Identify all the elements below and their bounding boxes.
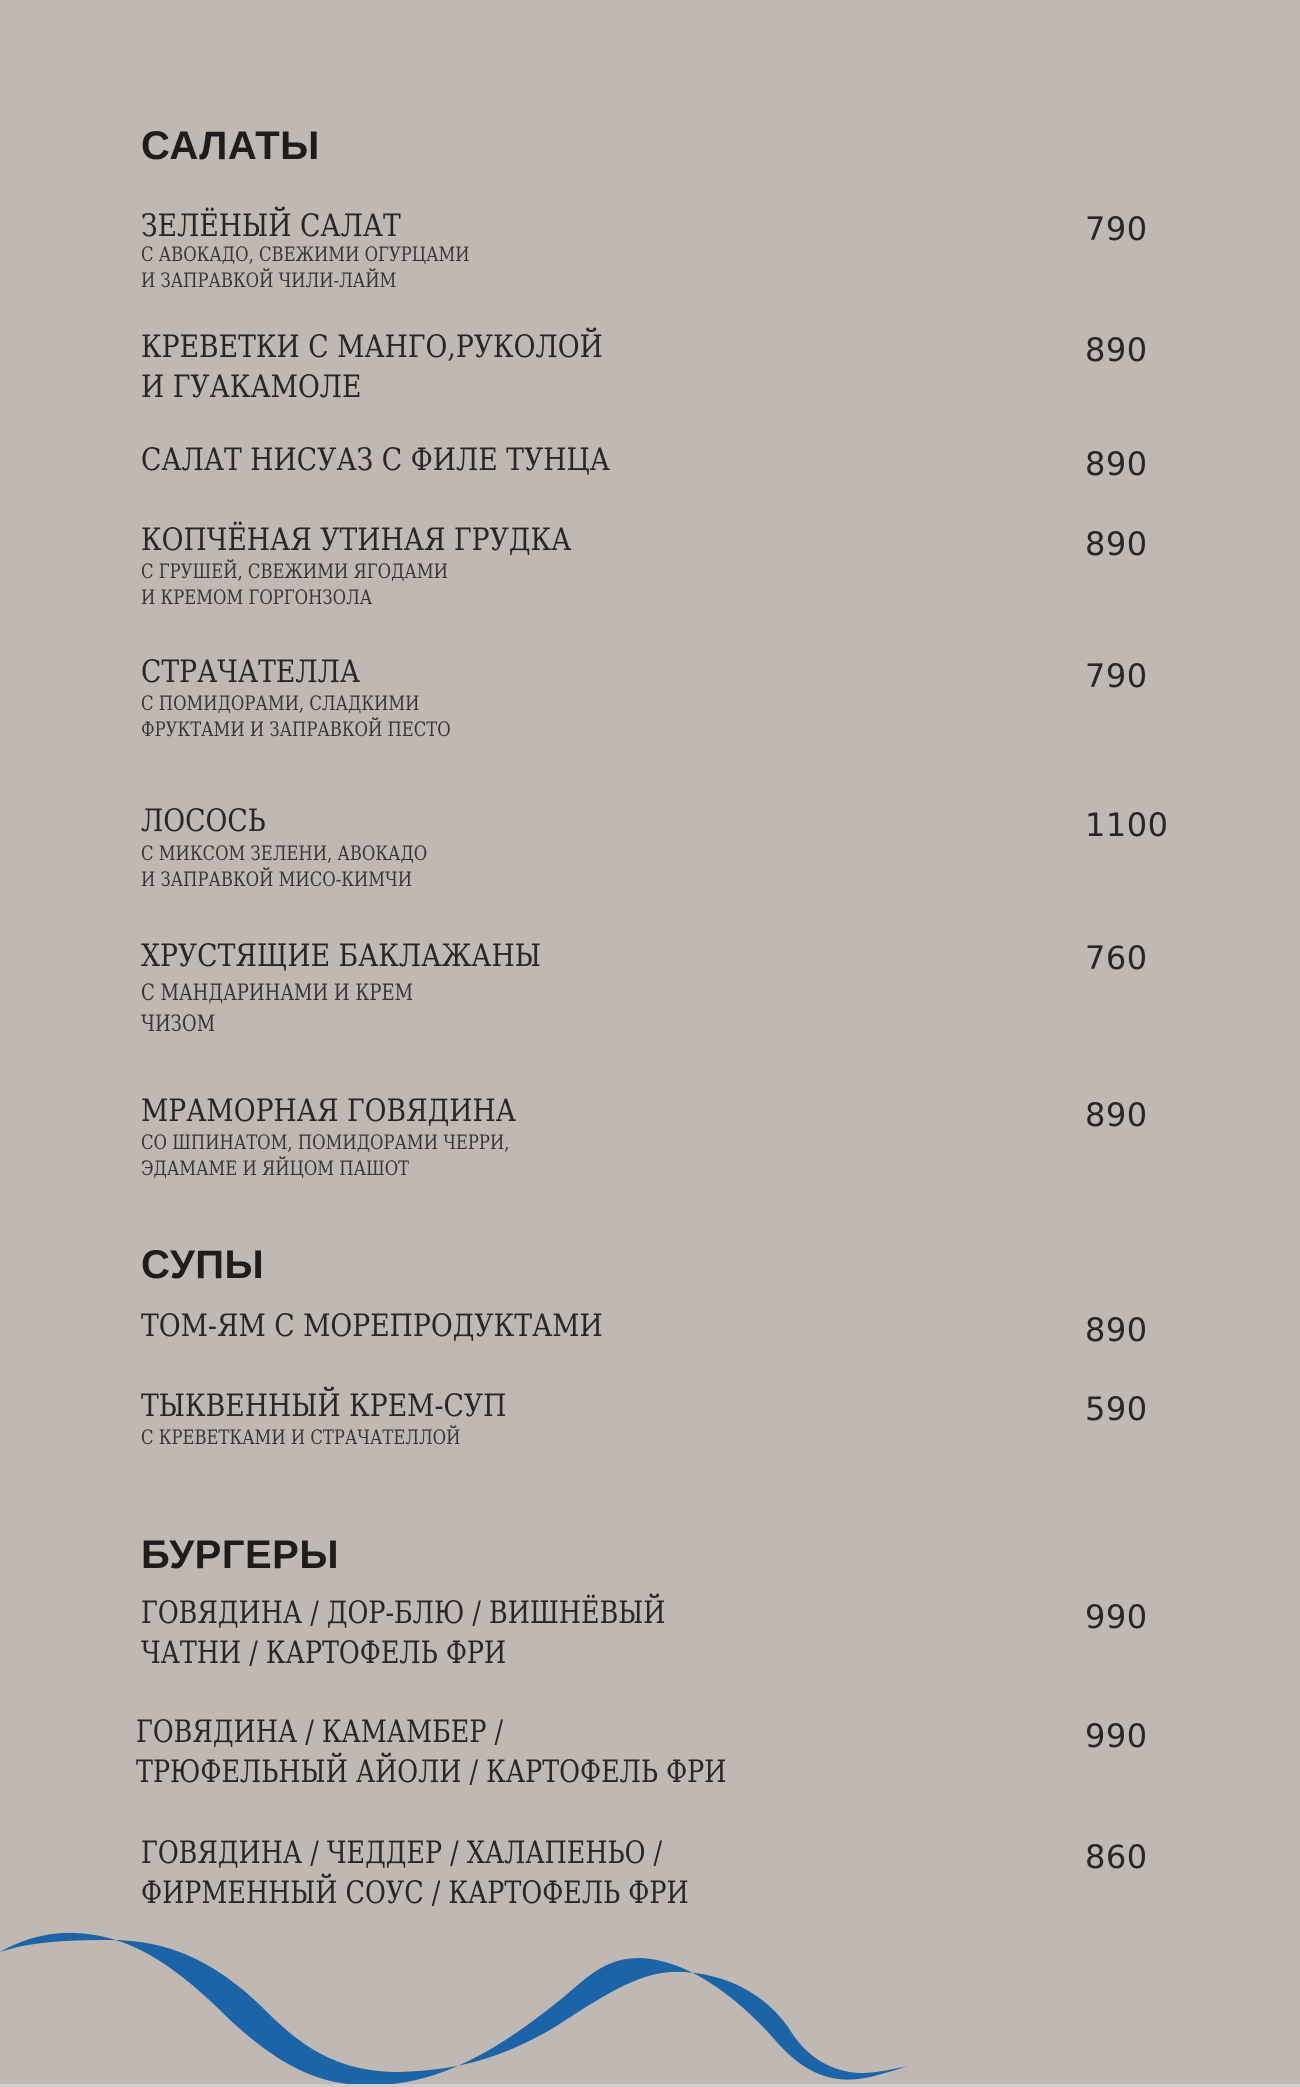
wave-decoration-icon	[0, 1900, 1300, 2087]
item-price: 890	[1085, 1096, 1148, 1134]
item-price: 760	[1085, 939, 1148, 977]
item-price: 890	[1085, 525, 1148, 563]
item-description: И ЗАПРАВКОЙ ЧИЛИ-ЛАЙМ	[141, 268, 397, 292]
item-title: СТРАЧАТЕЛЛА	[141, 654, 361, 690]
item-title: САЛАТ НИСУАЗ С ФИЛЕ ТУНЦА	[141, 442, 610, 478]
section-heading-soups: СУПЫ	[141, 1243, 265, 1287]
item-title: ГОВЯДИНА / ДОР-БЛЮ / ВИШНЁВЫЙ	[141, 1595, 666, 1631]
item-description: И ЗАПРАВКОЙ МИСО-КИМЧИ	[141, 867, 413, 891]
item-description: С ПОМИДОРАМИ, СЛАДКИМИ	[141, 691, 420, 715]
item-price: 990	[1085, 1717, 1148, 1755]
item-price: 790	[1085, 657, 1148, 695]
item-price: 860	[1085, 1838, 1148, 1876]
item-description: И КРЕМОМ ГОРГОНЗОЛА	[141, 585, 373, 609]
item-price: 890	[1085, 1311, 1148, 1349]
item-title: ХРУСТЯЩИЕ БАКЛАЖАНЫ	[141, 938, 541, 974]
item-price: 890	[1085, 445, 1148, 483]
item-description: С АВОКАДО, СВЕЖИМИ ОГУРЦАМИ	[141, 242, 470, 266]
item-title: МРАМОРНАЯ ГОВЯДИНА	[141, 1093, 516, 1129]
item-title: ТРЮФЕЛЬНЫЙ АЙОЛИ / КАРТОФЕЛЬ ФРИ	[136, 1754, 727, 1790]
item-title: ГОВЯДИНА / ЧЕДДЕР / ХАЛАПЕНЬО /	[141, 1835, 663, 1871]
item-title: ТОМ-ЯМ С МОРЕПРОДУКТАМИ	[141, 1308, 603, 1344]
item-title: ТЫКВЕННЫЙ КРЕМ-СУП	[141, 1388, 507, 1424]
item-description: ФРУКТАМИ И ЗАПРАВКОЙ ПЕСТО	[141, 717, 451, 741]
item-title: ГОВЯДИНА / КАМАМБЕР /	[136, 1714, 504, 1750]
item-price: 1100	[1085, 806, 1169, 844]
item-price: 990	[1085, 1598, 1148, 1636]
item-description: СО ШПИНАТОМ, ПОМИДОРАМИ ЧЕРРИ,	[141, 1130, 510, 1154]
section-heading-salads: САЛАТЫ	[141, 124, 320, 168]
item-description: ЭДАМАМЕ И ЯЙЦОМ ПАШОТ	[141, 1156, 410, 1180]
item-description: С МИКСОМ ЗЕЛЕНИ, АВОКАДО	[141, 841, 428, 865]
item-title: КОПЧЁНАЯ УТИНАЯ ГРУДКА	[141, 522, 572, 558]
item-description: С ГРУШЕЙ, СВЕЖИМИ ЯГОДАМИ	[141, 559, 448, 583]
item-title: И ГУАКАМОЛЕ	[141, 369, 362, 405]
item-price: 790	[1085, 210, 1148, 248]
item-description: С КРЕВЕТКАМИ И СТРАЧАТЕЛЛОЙ	[141, 1425, 461, 1449]
item-description: ЧИЗОМ	[141, 1012, 216, 1037]
item-title: ФИРМЕННЫЙ СОУС / КАРТОФЕЛЬ ФРИ	[141, 1875, 689, 1911]
item-title: ЛОСОСЬ	[141, 803, 266, 839]
item-description: С МАНДАРИНАМИ И КРЕМ	[141, 981, 414, 1006]
section-heading-burgers: БУРГЕРЫ	[141, 1533, 340, 1577]
item-title: ЧАТНИ / КАРТОФЕЛЬ ФРИ	[141, 1635, 507, 1671]
item-price: 890	[1085, 331, 1148, 369]
item-title: КРЕВЕТКИ С МАНГО,РУКОЛОЙ	[141, 329, 603, 365]
item-price: 590	[1085, 1390, 1148, 1428]
item-title: ЗЕЛЁНЫЙ САЛАТ	[141, 208, 401, 244]
